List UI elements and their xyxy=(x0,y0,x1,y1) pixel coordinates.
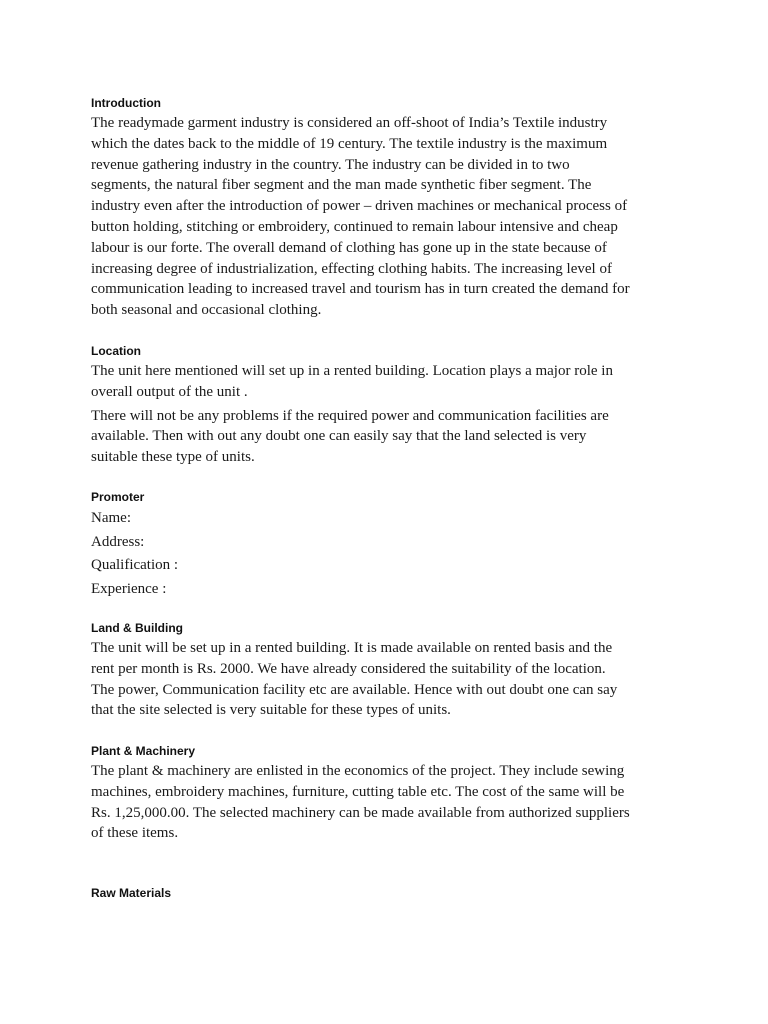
text-line: industry even after the introduction of power – driven machines or mechanical process of xyxy=(91,198,628,215)
promoter-address-field: Address: xyxy=(91,533,145,550)
promoter-experience-field: Experience : xyxy=(91,580,167,597)
text-line: available. Then with out any doubt one can easily say that the land selected is very xyxy=(91,428,587,445)
section-plant-machinery xyxy=(91,743,691,844)
text-line: labour is our forte. The overall demand of clothing has gone up in the state because of xyxy=(91,239,607,256)
text-line: which the dates back to the middle of 19 century. The textile industry is the maximum xyxy=(91,135,608,152)
section-land-building xyxy=(91,620,691,721)
text-line: machines, embroidery machines, furniture, cutting table etc. The cost of the same will be xyxy=(91,783,625,800)
text-line: of these items. xyxy=(91,825,179,842)
text-line: overall output of the unit . xyxy=(91,383,248,400)
promoter-name-field: Name: xyxy=(91,510,131,526)
text-line: The plant & machinery are enlisted in the economics of the project. They include sewing xyxy=(91,763,625,779)
promoter-qualification-field: Qualification : xyxy=(91,557,179,573)
section-heading: Raw Materials xyxy=(91,886,172,900)
section-promoter xyxy=(91,489,691,601)
section-heading: Location xyxy=(91,344,141,358)
text-line: rent per month is Rs. 2000. We have already considered the suitability of the location. xyxy=(91,660,606,677)
section-raw-materials xyxy=(91,885,691,903)
location-paragraph-2 xyxy=(91,406,691,468)
location-paragraph-1 xyxy=(91,361,691,403)
text-line: Rs. 1,25,000.00. The selected machinery can be made available from authorized suppliers xyxy=(91,804,630,821)
text-line: button holding, stitching or embroidery, continued to remain labour intensive and cheap xyxy=(91,218,618,235)
text-line: The unit here mentioned will set up in a rented building. Location plays a major role in xyxy=(91,363,613,379)
section-heading: Plant & Machinery xyxy=(91,744,196,758)
text-line: The power, Communication facility etc are available. Hence with out doubt one can say xyxy=(91,681,618,698)
text-line: that the site selected is very suitable for these types of units. xyxy=(91,702,451,719)
plant-machinery-paragraph xyxy=(91,761,691,844)
introduction-paragraph xyxy=(91,113,691,321)
section-heading: Introduction xyxy=(91,96,161,110)
land-building-paragraph xyxy=(91,638,691,721)
section-location xyxy=(91,343,691,468)
text-line: The unit will be set up in a rented building. It is made available on rented basis and the xyxy=(91,640,613,656)
section-heading: Land & Building xyxy=(91,621,183,635)
section-heading: Promoter xyxy=(91,490,145,504)
text-line: revenue gathering industry in the country. The industry can be divided in to two xyxy=(91,156,570,173)
text-line: segments, the natural fiber segment and the man made synthetic fiber segment. The xyxy=(91,177,592,194)
text-line: both seasonal and occasional clothing. xyxy=(91,302,322,319)
text-line: The readymade garment industry is considered an off-shoot of India’s Textile industry xyxy=(91,115,608,131)
text-line: suitable these type of units. xyxy=(91,449,255,466)
text-line: communication leading to increased travel and tourism has in turn created the demand for xyxy=(91,281,630,298)
text-line: There will not be any problems if the required power and communication facilities are xyxy=(91,407,609,424)
text-line: increasing degree of industrialization, effecting clothing habits. The increasing level of xyxy=(91,260,612,277)
section-introduction xyxy=(91,95,691,321)
